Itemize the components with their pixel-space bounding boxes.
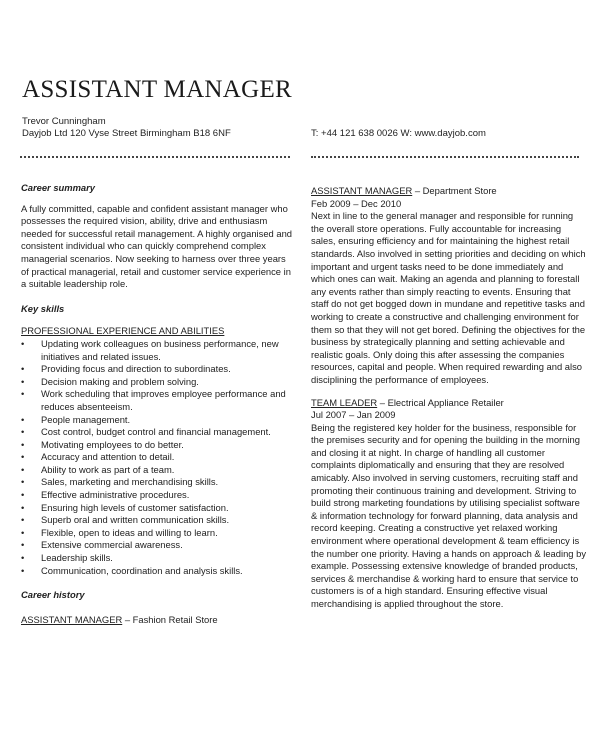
skill-item: • Cost control, budget control and financial management. xyxy=(21,426,296,439)
candidate-address: Dayjob Ltd 120 Vyse Street Birmingham B18 6NF xyxy=(22,128,231,139)
job-heading xyxy=(311,185,586,198)
skill-item: • Accuracy and attention to detail. xyxy=(21,451,296,464)
career-summary-heading: Career summary xyxy=(21,182,96,193)
career-summary-text: A fully committed, capable and confident assistant manager who possesses the required vision, ability, drive and enthusiasm needed for successful retail management. A highly organised and consistent individual who can quickly comprehend complex managerial scenarios. Now seeking to harness over three years of practical managerial, retail and customer service experience in a suitable leadership role. xyxy=(21,202,293,290)
skill-item: • Superb oral and written communication skills. xyxy=(21,514,296,527)
job-dates: Jul 2007 – Jan 2009 xyxy=(311,409,396,421)
job-title: TEAM LEADER xyxy=(311,396,378,408)
history-job-heading xyxy=(21,614,296,627)
job-description: Being the registered key holder for the business, responsible for the premises security and for opening the building in the morning and closing it at night. In charge of handling all customer complaints diplomatically and ensuring that they are resolved amicably. Also involved in serving customers, recruiting staff and promoting their continuous training and development. Striving to build strong marketing foundations by utilising specialist software & information technology for forward planning, data analysis and record keeping. Creating a constructive yet relaxed working environment where operational development & team efficiency is the number one priority. Having a hands on approach & leading by example. Possessing extensive knowledge of branded products, services & merchandise & working hard to ensure that service to customers is of a high standard. Ensuring effective visual merchandising is applied throughout the store. xyxy=(311,421,587,609)
divider-right xyxy=(311,156,579,158)
candidate-name: Trevor Cunningham xyxy=(22,116,106,127)
skill-item: • Effective administrative procedures. xyxy=(21,489,296,502)
history-job-place: – Fashion Retail Store xyxy=(122,613,218,625)
career-history-heading: Career history xyxy=(21,589,85,601)
job-dates: Feb 2009 – Dec 2010 xyxy=(311,197,402,209)
skill-item: • Ensuring high levels of customer satisfaction. xyxy=(21,502,296,515)
divider-left xyxy=(20,156,290,158)
job-title: ASSISTANT MANAGER xyxy=(311,185,413,196)
candidate-contact: T: +44 121 638 0026 W: www.dayjob.com xyxy=(311,128,486,139)
page-title: ASSISTANT MANAGER xyxy=(22,76,293,103)
skill-item: • Extensive commercial awareness. xyxy=(21,539,296,552)
skill-item: • Work scheduling that improves employee performance and reduces absenteeism. xyxy=(21,388,296,413)
skill-item: • Ability to work as part of a team. xyxy=(21,464,296,477)
job-description: Next in line to the general manager and responsible for running the overall store operations. Fully accountable for increasing sales, ensuring efficiency and for maintaining the highest retail standards. Also involved in setting priorities and deciding on which important and urgent tasks need to be done immediately and which ones can wait. Making an agenda and planning to forestall any events rather than simply reacting to events. Ensuring that staff do not get bogged down in mundane and repetitive tasks and working to create a constructive and challenging environment for them so that they will not get bored. Defining the objectives for the business by strategically planning and setting achievable and realistic goals. Only doing this after assessing the companies resources, capital and people. When required rewarding and also disciplining the performance of employees. xyxy=(311,210,586,385)
job-place: – Electrical Appliance Retailer xyxy=(377,396,504,408)
left-column xyxy=(21,182,296,626)
skills-subheading: PROFESSIONAL EXPERIENCE AND ABILITIES xyxy=(21,325,225,337)
skill-item: • Communication, coordination and analysis skills. xyxy=(21,565,296,578)
job-place: – Department Store xyxy=(412,185,497,196)
job-heading xyxy=(311,397,586,410)
skill-item: • Leadership skills. xyxy=(21,552,296,565)
skill-item: • Motivating employees to do better. xyxy=(21,439,296,452)
skill-item: • Updating work colleagues on business performance, new initiatives and related issues. xyxy=(21,338,296,363)
skill-item: • People management. xyxy=(21,414,296,427)
key-skills-heading: Key skills xyxy=(21,302,65,314)
history-job-title: ASSISTANT MANAGER xyxy=(21,613,123,625)
skills-list xyxy=(21,338,296,577)
right-column xyxy=(311,185,586,611)
skill-item: • Decision making and problem solving. xyxy=(21,376,296,389)
skill-item: • Sales, marketing and merchandising skills. xyxy=(21,476,296,489)
skill-item: • Flexible, open to ideas and willing to learn. xyxy=(21,527,296,540)
skill-item: • Providing focus and direction to subordinates. xyxy=(21,363,296,376)
